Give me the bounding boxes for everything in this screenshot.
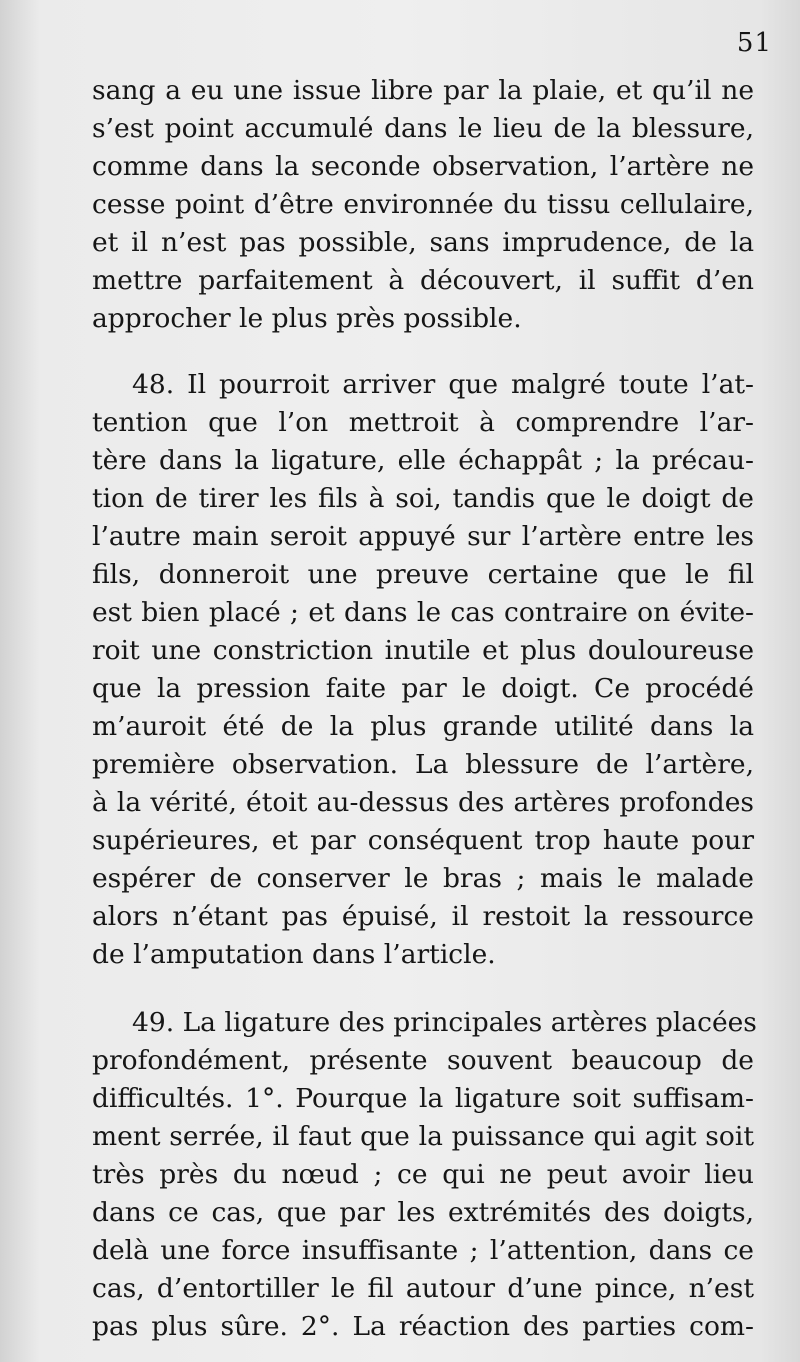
text-line: fils, donneroit une preuve certaine que le fil [92,559,754,590]
text-line: tion de tirer les fils à soi, tandis que le doigt de [92,483,754,514]
text-line: roit une constriction inutile et plus douloureuse [92,635,754,666]
page-number: 51 [736,28,772,58]
text-line: cas, d’entortiller le fil autour d’une pince, n’est [92,1273,754,1304]
text-line: mettre parfaitement à découvert, il suffit d’en [92,265,754,296]
text-line: dans ce cas, que par les extrémités des doigts, [92,1197,754,1228]
text-line: profondément, présente souvent beaucoup de [92,1045,754,1076]
text-line: très près du nœud ; ce qui ne peut avoir lieu [92,1159,754,1190]
text-line: cesse point d’être environnée du tissu cellulaire, [92,189,754,220]
text-line: tère dans la ligature, elle échappât ; la précau- [92,445,754,476]
text-line: comme dans la seconde observation, l’artère ne [92,151,754,182]
text-line: pas plus sûre. 2°. La réaction des parties com- [92,1311,754,1342]
text-line: tention que l’on mettroit à comprendre l’ar- [92,407,754,438]
text-line: est bien placé ; et dans le cas contraire on évite- [92,597,754,628]
text-line: delà une force insuffisante ; l’attention, dans ce [92,1235,754,1266]
text-line: et il n’est pas possible, sans imprudence, de la [92,227,754,258]
text-line: m’auroit été de la plus grande utilité dans la [92,711,754,742]
text-line: à la vérité, étoit au-dessus des artères profondes [92,787,754,818]
text-line: difficultés. 1°. Pourque la ligature soit suffisam- [92,1083,754,1114]
text-line: que la pression faite par le doigt. Ce procédé [92,673,754,704]
text-line: première observation. La blessure de l’artère, [92,749,754,780]
text-line: supérieures, et par conséquent trop haute pour [92,825,754,856]
text-line: s’est point accumulé dans le lieu de la blessure, [92,113,754,144]
paragraph-48-first-line: 48. Il pourroit arriver que malgré toute l’at- [132,369,754,400]
text-line: alors n’étant pas épuisé, il restoit la ressource [92,901,754,932]
text-line: espérer de conserver le bras ; mais le malade [92,863,754,894]
paragraph-49-first-line: 49. La ligature des principales artères placées [132,1007,757,1038]
text-line: de l’amputation dans l’article. [92,939,496,970]
text-line: l’autre main seroit appuyé sur l’artère entre les [92,521,754,552]
text-line: approcher le plus près possible. [92,303,522,334]
text-line: ment serrée, il faut que la puissance qui agit soit [92,1121,754,1152]
text-line: sang a eu une issue libre par la plaie, et qu’il ne [92,75,754,106]
